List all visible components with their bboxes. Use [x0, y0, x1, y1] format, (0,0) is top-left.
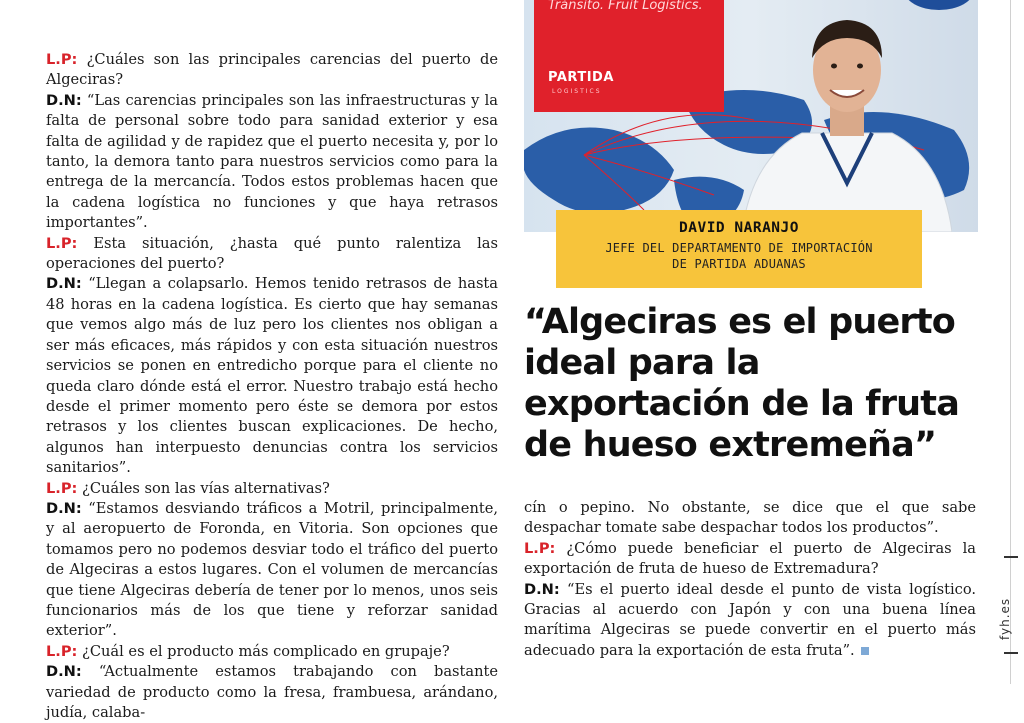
- site-url: [992, 580, 1024, 640]
- brand-logo-text: PARTIDA: [548, 70, 614, 85]
- caption-name: DAVID NARANJO: [679, 220, 799, 236]
- caption-role-line: JEFE DEL DEPARTAMENTO DE IMPORTACIÓN: [605, 241, 873, 255]
- site-url-text: fyh.es: [998, 597, 1012, 640]
- speaker-tag: L.P:: [524, 539, 556, 557]
- speaker-tag: L.P:: [46, 51, 78, 68]
- article-column-left: [46, 50, 498, 723]
- question-text: ¿Cuáles son las vías alternativas?: [77, 479, 330, 497]
- question: [46, 234, 498, 275]
- question: [524, 539, 976, 580]
- answer-text: “Estamos desviando tráficos a Motril, principalmente, y al aeropuerto de Foronda, en Vitoria. Son opciones que tomamos pero no podemos desviar todo el tráfico del puerto de Algeciras a estos lugares. Con el volumen de mercancías que tiene Algeciras debería de tener por lo menos, unos seis funcionarios más de los que tiene y reforzar sanidad exterior”.: [46, 499, 498, 640]
- answer: [524, 580, 976, 662]
- speaker-tag: L.P:: [46, 479, 78, 497]
- speaker-tag: D.N:: [46, 91, 82, 109]
- answer-continuation: [524, 498, 976, 539]
- question: [46, 50, 498, 91]
- end-mark-icon: [861, 647, 869, 655]
- margin-tick: [1004, 556, 1018, 558]
- question-text: ¿Cuáles son las principales carencias del puerto de Algeciras?: [46, 51, 498, 89]
- question-text: ¿Cómo puede beneficiar el puerto de Algeciras la exportación de fruta de hueso de Extremadura?: [524, 539, 976, 578]
- caption-role: [556, 240, 922, 272]
- article-column-right: [524, 498, 976, 661]
- speaker-tag: L.P:: [46, 234, 78, 252]
- banner-slogan: Tránsito. Fruit Logistics.: [548, 0, 703, 13]
- question-text: ¿Cuál es el producto más complicado en grupaje?: [77, 642, 450, 660]
- caption-role-line: DE PARTIDA ADUANAS: [672, 257, 806, 271]
- answer: [46, 662, 498, 723]
- speaker-tag: L.P:: [46, 642, 78, 660]
- headline: “Algeciras es el puerto ideal para la exportación de la fruta de hueso extremeña”: [524, 302, 960, 465]
- answer-text: “Actualmente estamos trabajando con bastante variedad de producto como la fresa, frambuesa, arándano, judía, calaba-: [46, 663, 498, 721]
- speaker-tag: D.N:: [46, 499, 82, 517]
- question: [46, 642, 498, 662]
- answer-text: “Llegan a colapsarlo. Hemos tenido retrasos de hasta 48 horas en la cadena logística. Es cierto que hay semanas que vemos algo más de luz pero los clientes nos obligan a ser más eficaces, más rápidos y con esta situación nuestros servicios se ponen en entredicho porque para el cliente no queda claro dónde está el error. Nuestro trabajo está hecho desde el primer momento pero éste se demora por estos retrasos y los clientes buscan explicaciones. De hecho, algunos han interpuesto denuncias contra los servicios sanitarios”.: [46, 275, 498, 477]
- question-text: Esta situación, ¿hasta qué punto ralentiza las operaciones del puerto?: [46, 234, 498, 273]
- speaker-tag: D.N:: [46, 275, 82, 293]
- interviewee-photo: [524, 0, 978, 232]
- answer: [46, 91, 498, 234]
- margin-tick: [1004, 652, 1018, 654]
- speaker-tag: D.N:: [524, 580, 560, 598]
- photo-caption: [556, 210, 922, 288]
- brand-logo-subtext: LOGISTICS: [552, 88, 602, 95]
- question: [46, 479, 498, 499]
- answer-text: “Las carencias principales son las infraestructuras y la falta de personal sobre todo para sanidad exterior y esa falta de agilidad y de rapidez que el puerto necesita y, por lo tanto, la demora tanto para nuestros servicios como para la entrega de la mercancía. Todos estos problemas hacen que la cadena logística no funciones y que haya retrasos importantes”.: [46, 91, 498, 232]
- answer-text: “Es el puerto ideal desde el punto de vista logístico. Gracias al acuerdo con Japón y con una buena línea marítima Algeciras se puede convertir en el puerto más adecuado para la exportación de esta fruta”.: [524, 580, 976, 659]
- person-figure: [742, 8, 952, 232]
- speaker-tag: D.N:: [46, 663, 82, 681]
- answer-text: cín o pepino. No obstante, se dice que el que sabe despachar tomate sabe despachar todos los productos”.: [524, 499, 976, 537]
- answer: [46, 274, 498, 478]
- brand-banner: [534, 0, 724, 112]
- answer: [46, 499, 498, 642]
